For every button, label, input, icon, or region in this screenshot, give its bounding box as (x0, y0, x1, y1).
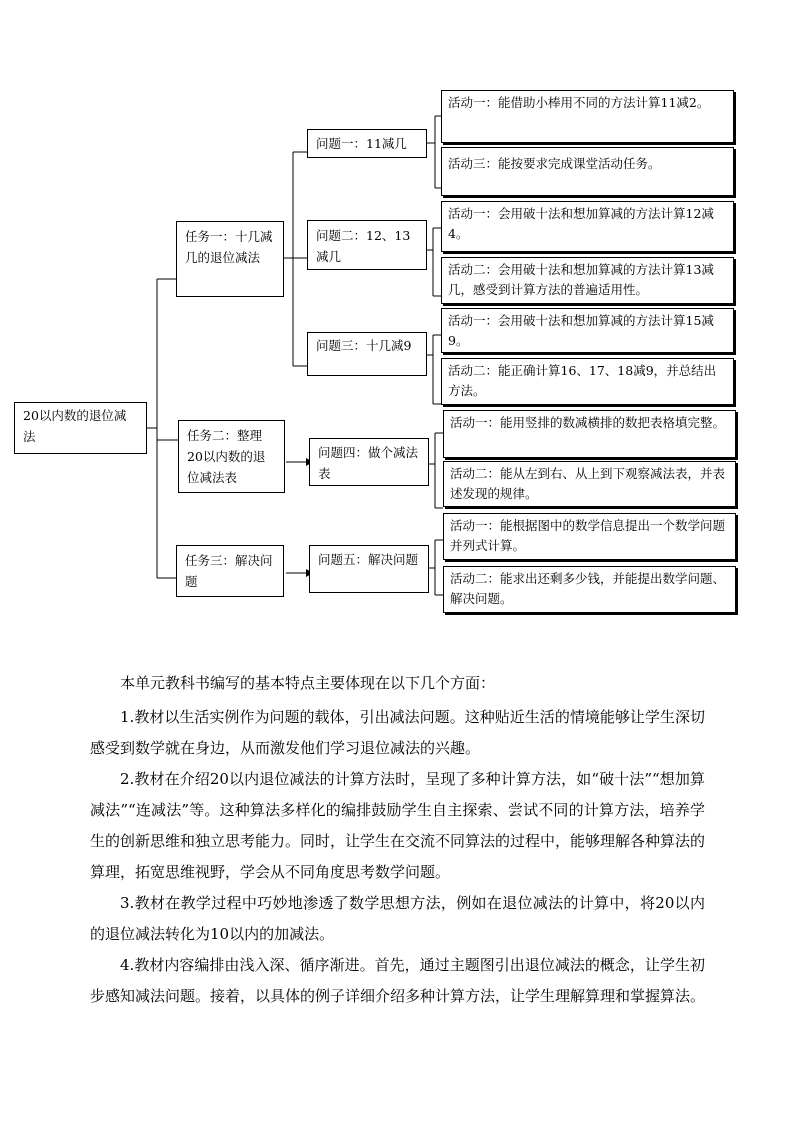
feature-paragraph: 2.教材在介绍20以内退位减法的计算方法时，呈现了多种计算方法，如“破十法”“想加算减法”“连减法”等。这种算法多样化的编排鼓励学生自主探索、尝试不同的计算方法，培养学生的创新思维和独立思考能力。同时，让学生在交流不同算法的过程中，能够理解各种算法的算理，拓宽思维视野，学会从不同角度思考数学问题。 (90, 770, 706, 881)
task-node: 任务三：解决问题 (176, 545, 284, 597)
activity-node: 活动二：能正确计算16、17、18减9，并总结出方法。 (441, 358, 734, 405)
question-node: 问题一：11减几 (307, 129, 427, 158)
activity-node: 活动二：会用破十法和想加算减的方法计算13减几，感受到计算方法的普遍适用性。 (441, 257, 734, 304)
activity-node: 活动三：能按要求完成课堂活动任务。 (441, 147, 734, 196)
question-node: 问题二：12、13减几 (307, 220, 427, 270)
activity-node: 活动一：会用破十法和想加算减的方法计算12减4。 (441, 201, 734, 252)
intro-paragraph: 本单元教科书编写的基本特点主要体现在以下几个方面： (120, 674, 496, 692)
question-node: 问题五：解决问题 (309, 545, 429, 593)
activity-node: 活动一：会用破十法和想加算减的方法计算15减9。 (441, 308, 734, 353)
question-node: 问题四：做个减法表 (309, 438, 429, 486)
activity-node: 活动二：能从左到右、从上到下观察减法表，并表述发现的规律。 (443, 461, 736, 507)
task-node: 任务一：十几减几的退位减法 (176, 221, 284, 297)
feature-paragraph: 3.教材在教学过程中巧妙地渗透了数学思想方法，例如在退位减法的计算中，将20以内的退位减法转化为10以内的加减法。 (90, 894, 705, 943)
feature-paragraph: 1.教材以生活实例作为问题的载体，引出减法问题。这种贴近生活的情境能够让学生深切感受到数学就在身边，从而激发他们学习退位减法的兴趣。 (90, 708, 705, 757)
activity-node: 活动一：能借助小棒用不同的方法计算11减2。 (441, 90, 734, 143)
question-node: 问题三：十几减9 (307, 332, 427, 376)
root-node: 20以内数的退位减法 (14, 402, 147, 454)
feature-paragraph: 4.教材内容编排由浅入深、循序渐进。首先，通过主题图引出退位减法的概念，让学生初步感知减法问题。接着，以具体的例子详细介绍多种计算方法，让学生理解算理和掌握算法。 (90, 956, 706, 1005)
activity-node: 活动一：能根据图中的数学信息提出一个数学问题并列式计算。 (443, 513, 736, 560)
activity-node: 活动一：能用竖排的数减横排的数把表格填完整。 (443, 410, 736, 458)
task-node: 任务二：整理20以内数的退位减法表 (178, 420, 285, 493)
activity-node: 活动二：能求出还剩多少钱，并能提出数学问题、解决问题。 (443, 566, 736, 613)
